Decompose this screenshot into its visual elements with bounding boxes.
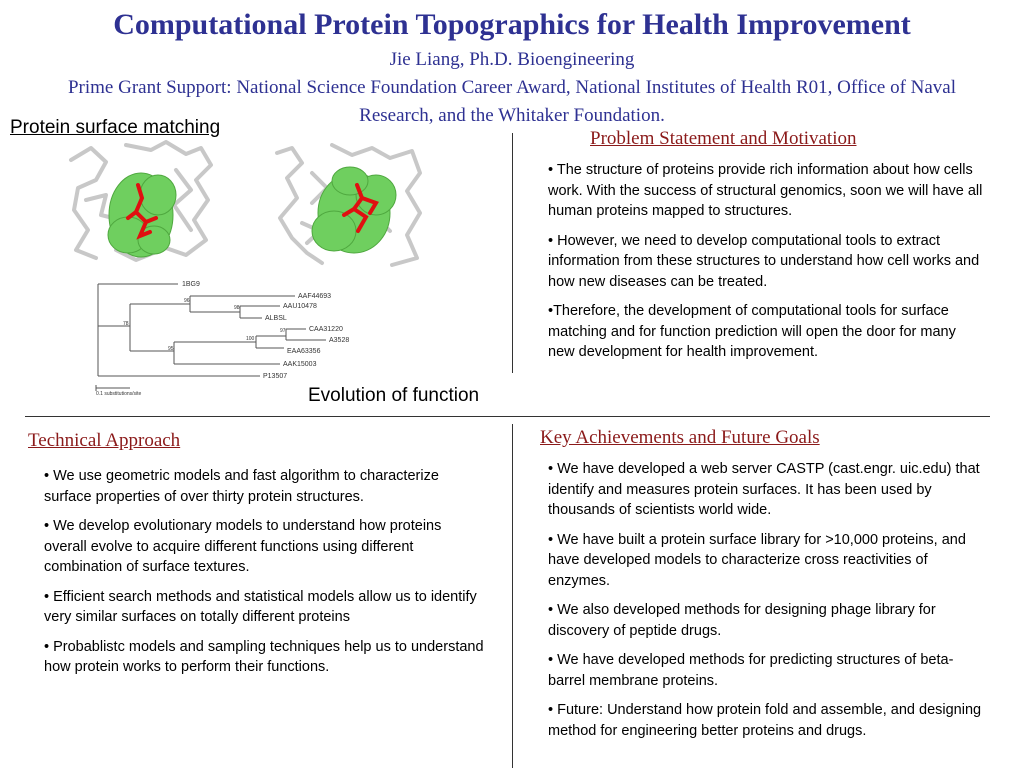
- bootstrap-value: 100: [246, 336, 255, 342]
- tree-leaf: P13507: [263, 373, 288, 380]
- tree-leaf: EAA63356: [287, 348, 321, 355]
- technical-paragraph: • Probablistc models and sampling techniques help us to understand how protein works to perform their functions.: [44, 638, 484, 675]
- achievements-paragraph: • We have developed a web server CASTP (cast.engr. uic.edu) that identify and measures protein surfaces. It has been used by thousands of scientists world wide.: [548, 461, 980, 518]
- tree-leaf: A3528: [329, 337, 350, 344]
- tree-leaf: ALBSL: [265, 315, 287, 322]
- technical-paragraph: • Efficient search methods and statistical models allow us to identify very similar surfaces on totally different proteins: [44, 588, 477, 625]
- bootstrap-value: 95: [168, 346, 174, 352]
- protein-structure-image-1: [66, 140, 216, 265]
- grant-support: Prime Grant Support: National Science Foundation Career Award, National Institutes of Health R01, Office of Naval Research, and the Whitaker Foundation.: [67, 77, 957, 126]
- phylogenetic-tree: [90, 276, 370, 396]
- problem-body: [548, 160, 984, 372]
- author-line: Jie Liang, Ph.D. Bioengineering: [389, 49, 635, 70]
- problem-paragraph: •Therefore, the development of computational tools for surface matching and for function prediction will open the door for many new development for health improvement.: [548, 303, 956, 360]
- protein-surface-label: Protein surface matching: [10, 117, 221, 138]
- achievements-paragraph: • We have built a protein surface library for >10,000 proteins, and have developed models to characterize cross reactivities of enzymes.: [548, 531, 966, 589]
- technical-paragraph: • We use geometric models and fast algorithm to characterize surface properties of over thirty protein structures.: [44, 468, 439, 505]
- protein-structure-image-2: [272, 143, 424, 271]
- problem-paragraph: • However, we need to develop computational tools to extract information from these structures to understand how cell works and how new diseases can be treated.: [548, 232, 980, 290]
- tree-scale-label: 0.1 substitutions/site: [96, 391, 142, 396]
- bootstrap-value: 98: [234, 305, 240, 311]
- vertical-divider-top: [512, 133, 513, 373]
- tree-leaf: AAU10478: [283, 303, 317, 310]
- achievements-body: [548, 459, 984, 750]
- tree-leaf: AAK15003: [283, 361, 317, 368]
- achievements-paragraph: • We also developed methods for designing phage library for discovery of peptide drugs.: [548, 602, 936, 639]
- achievements-heading: Key Achievements and Future Goals: [540, 427, 820, 448]
- achievements-paragraph: • We have developed methods for predicting structures of beta-barrel membrane proteins.: [548, 652, 954, 689]
- tree-leaf: CAA31220: [309, 326, 343, 333]
- problem-paragraph: • The structure of proteins provide rich information about how cells work. With the success of structural genomics, soon we will have all human proteins mapped to structures.: [548, 162, 983, 219]
- achievements-paragraph: • Future: Understand how protein fold and assemble, and designing method for engineering better proteins and drugs.: [548, 702, 982, 739]
- page-title: Computational Protein Topographics for Health Improvement: [113, 8, 911, 41]
- bootstrap-value: 78: [123, 321, 129, 327]
- tree-leaf: 1BG9: [182, 281, 200, 288]
- vertical-divider-bottom: [512, 424, 513, 768]
- bootstrap-value: 97: [280, 328, 286, 334]
- tree-leaf: AAF44693: [298, 293, 332, 300]
- evolution-label: Evolution of function: [308, 385, 480, 406]
- surface-patch: [108, 173, 176, 257]
- horizontal-divider: [25, 416, 990, 417]
- technical-paragraph: • We develop evolutionary models to understand how proteins overall evolve to acquire different functions using different combination of surface textures.: [44, 518, 442, 575]
- bootstrap-value: 96: [184, 298, 190, 304]
- technical-heading: Technical Approach: [28, 430, 181, 451]
- problem-heading: Problem Statement and Motivation: [590, 128, 857, 149]
- technical-body: [44, 466, 484, 687]
